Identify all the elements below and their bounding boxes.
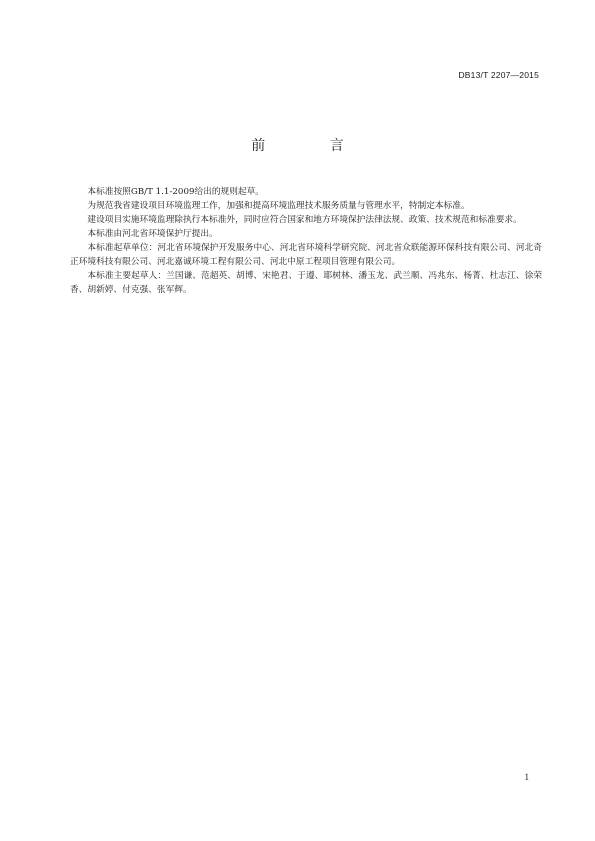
paragraph-drafting-rules: 本标准按照GB/T 1.1-2009给出的规则起草。 <box>87 187 264 197</box>
paragraph-drafting-units: 本标准起草单位：河北省环境保护开发服务中心、河北省环境科学研究院、河北省众联能源环保科技有限公司、河北奇正环境科技有限公司、河北嘉诚环境工程有限公司、河北中原工程项目管理有限公司。 <box>70 243 542 267</box>
paragraph-proposer: 本标准由河北省环境保护厅提出。 <box>87 229 218 239</box>
paragraph-compliance: 建设项目实施环境监理除执行本标准外，同时应符合国家和地方环境保护法律法规、政策、技术规范和标准要求。 <box>87 215 522 225</box>
paragraph-purpose: 为规范我省建设项目环境监理工作，加强和提高环境监理技术服务质量与管理水平，特制定本标准。 <box>87 201 470 211</box>
document-code: DB13/T 2207—2015 <box>458 70 539 80</box>
paragraph-drafters: 本标准主要起草人：兰国谦、范超英、胡博、宋艳君、于遵、耶树林、潘玉龙、武兰顺、冯兆东、杨菁、杜志江、徐荣香、胡新婷、付克强、张军辉。 <box>70 271 542 295</box>
page-number: 1 <box>524 772 529 782</box>
page-title: 前 言 <box>251 138 374 154</box>
foreword-body <box>70 185 542 297</box>
